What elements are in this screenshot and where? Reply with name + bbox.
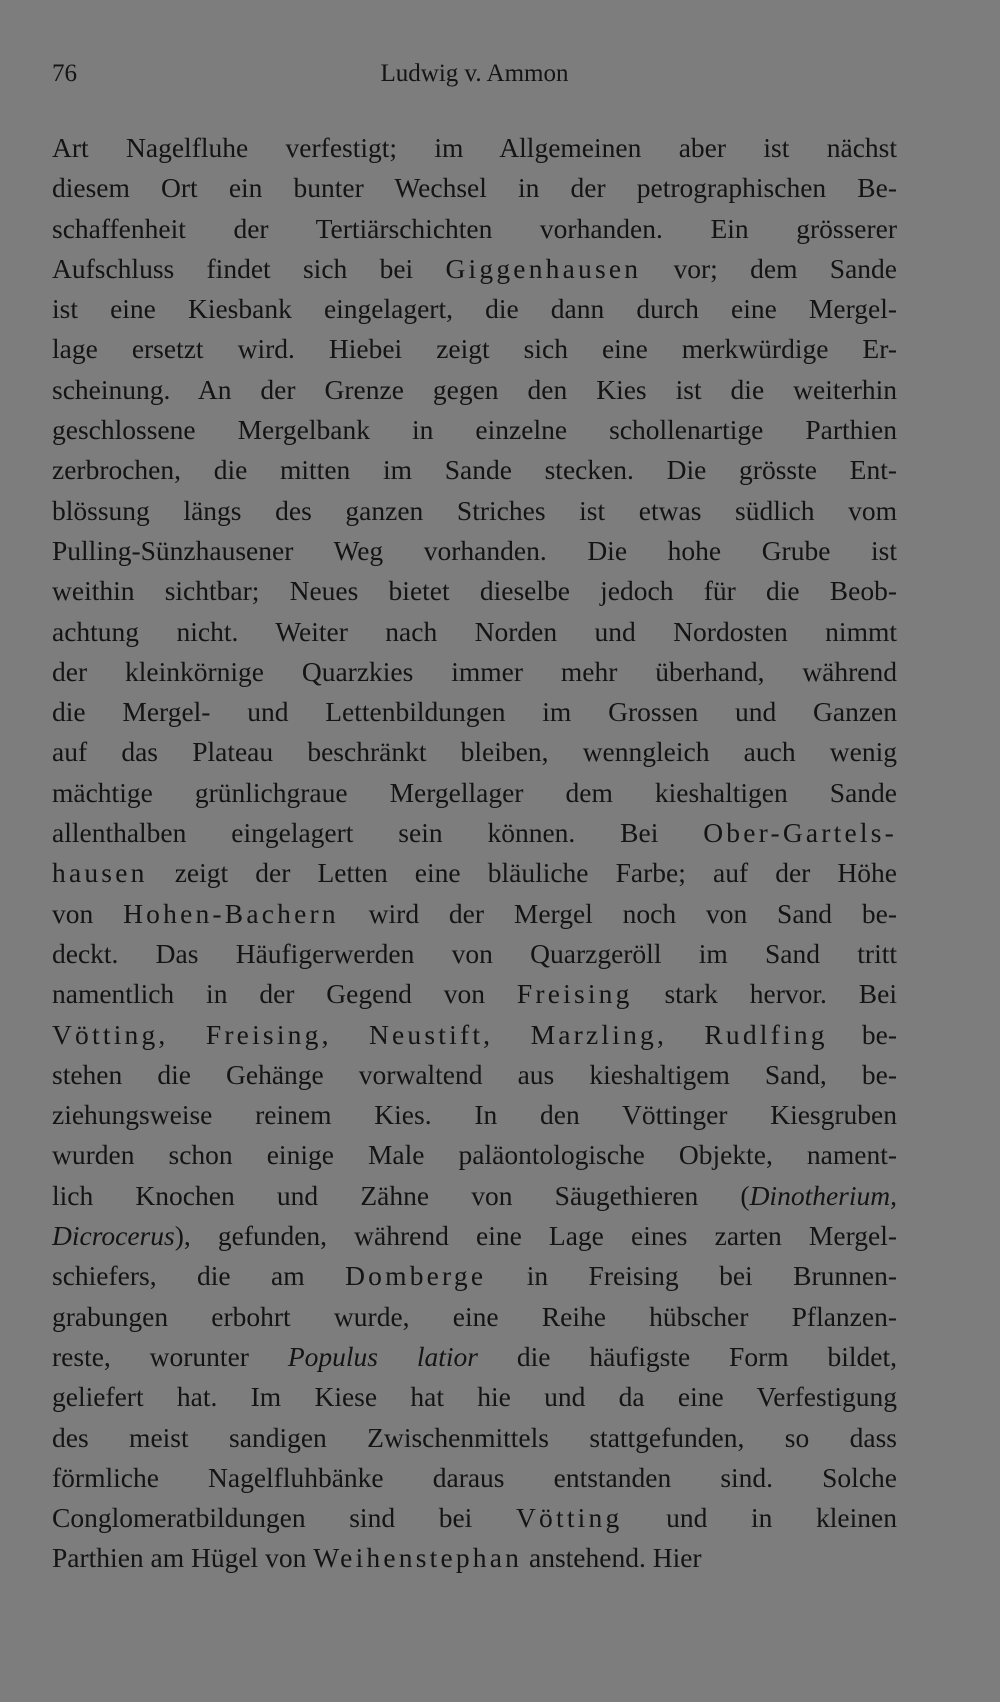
- text-run: namentlich in der Gegend von: [52, 978, 517, 1010]
- text-run: Art Nagelfluhe verfestigt; im Allgemeinen aber ist nächst: [52, 132, 897, 163]
- text-run: geschlossene Mergelbank in einzelne schollenartige Parthien: [52, 414, 897, 446]
- text-line: [52, 853, 897, 893]
- spaced-text-run: Freising: [516, 978, 633, 1010]
- text-run: auf das Plateau beschränkt bleiben, wenngleich auch wenig: [52, 736, 897, 768]
- text-run: ziehungsweise reinem Kies. In den Vöttinger Kiesgruben: [52, 1099, 897, 1131]
- text-line: [52, 450, 897, 490]
- text-line: [52, 652, 897, 692]
- page-header: [52, 60, 897, 100]
- body-text: [52, 128, 897, 1579]
- text-line: [52, 1418, 897, 1458]
- text-line: [52, 168, 897, 208]
- text-run: zerbrochen, die mitten im Sande stecken. Die grösste Ent-: [52, 454, 897, 486]
- text-line: [52, 209, 897, 249]
- text-run: förmliche Nagelfluhbänke daraus entstanden sind. Solche: [52, 1461, 897, 1493]
- text-run: Aufschluss findet sich bei: [52, 252, 446, 284]
- italic-text-run: Dinotherium,: [749, 1179, 897, 1211]
- text-line: [52, 934, 897, 974]
- text-run: achtung nicht. Weiter nach Norden und Nordosten nimmt: [52, 615, 897, 647]
- spaced-text-run: Giggenhausen: [445, 252, 642, 284]
- text-run: zeigt der Letten eine bläuliche Farbe; auf der Höhe: [147, 857, 897, 889]
- text-run: allenthalben eingelagert sein können. Bei: [52, 817, 704, 849]
- text-line: [52, 974, 897, 1014]
- text-run: Conglomeratbildungen sind bei: [52, 1502, 516, 1534]
- text-run: in Freising bei Brunnen-: [486, 1260, 897, 1292]
- text-line: [52, 1377, 897, 1417]
- text-run: vor; dem Sande: [641, 252, 897, 284]
- text-run: reste, worunter: [52, 1340, 288, 1372]
- spaced-text-run: Hohen-Bachern: [123, 897, 339, 929]
- text-line: [52, 732, 897, 772]
- text-line: [52, 571, 897, 611]
- text-run: schiefers, die am: [52, 1260, 346, 1292]
- text-line: [52, 1458, 897, 1498]
- text-line: [52, 531, 897, 571]
- running-head: Ludwig v. Ammon: [380, 60, 569, 87]
- text-run: be-: [827, 1018, 897, 1050]
- spaced-text-run: Vötting, Freising, Neustift, Marzling, Rudlfing: [52, 1018, 828, 1050]
- text-run: wurden schon einige Male paläontologische Objekte, nament-: [52, 1139, 897, 1171]
- text-run: stark hervor. Bei: [632, 978, 897, 1010]
- spaced-text-run: Domberge: [345, 1260, 487, 1292]
- text-line: [52, 329, 897, 369]
- spaced-text-run: Weihenstephan: [313, 1542, 523, 1574]
- text-run: lage ersetzt wird. Hiebei zeigt sich eine merkwürdige Er-: [52, 333, 897, 365]
- text-line: [52, 692, 897, 732]
- text-line: [52, 1297, 897, 1337]
- text-line: [52, 1498, 897, 1538]
- text-run: Parthien am Hügel von: [52, 1542, 314, 1574]
- text-run: geliefert hat. Im Kiese hat hie und da eine Verfestigung: [52, 1381, 897, 1413]
- text-line: [52, 894, 897, 934]
- text-line: [52, 1337, 897, 1377]
- text-line: [52, 1015, 897, 1055]
- text-line: [52, 773, 897, 813]
- text-line: [52, 1538, 897, 1578]
- text-line: [52, 249, 897, 289]
- text-run: scheinung. An der Grenze gegen den Kies ist die weiterhin: [52, 373, 897, 405]
- text-run: deckt. Das Häufigerwerden von Quarzgeröll im Sand tritt: [52, 937, 897, 969]
- text-line: [52, 410, 897, 450]
- text-run: mächtige grünlichgraue Mergellager dem kieshaltigen Sande: [52, 776, 897, 808]
- text-run: weithin sichtbar; Neues bietet dieselbe jedoch für die Beob-: [52, 575, 897, 607]
- text-line: [52, 370, 897, 410]
- text-run: des meist sandigen Zwischenmittels stattgefunden, so dass: [52, 1421, 897, 1453]
- text-run: grabungen erbohrt wurde, eine Reihe hübscher Pflanzen-: [52, 1300, 897, 1332]
- text-run: ), gefunden, während eine Lage eines zarten Mergel-: [174, 1220, 897, 1252]
- text-line: [52, 1256, 897, 1296]
- text-run: anstehend. Hier: [522, 1542, 702, 1574]
- text-run: die häufigste Form bildet,: [477, 1340, 898, 1372]
- text-run: diesem Ort ein bunter Wechsel in der petrographischen Be-: [52, 172, 897, 204]
- spaced-text-run: hausen: [52, 857, 148, 889]
- text-run: Pulling-Sünzhausener Weg vorhanden. Die hohe Grube ist: [52, 534, 897, 566]
- text-line: [52, 612, 897, 652]
- italic-text-run: Dicrocerus: [52, 1220, 175, 1252]
- text-run: stehen die Gehänge vorwaltend aus kieshaltigem Sand, be-: [52, 1058, 897, 1090]
- text-line: [52, 813, 897, 853]
- text-run: lich Knochen und Zähne von Säugethieren (: [52, 1179, 750, 1211]
- text-line: [52, 1055, 897, 1095]
- text-line: [52, 289, 897, 329]
- text-line: [52, 1216, 897, 1256]
- text-line: [52, 128, 897, 168]
- text-line: [52, 1135, 897, 1175]
- text-run: blössung längs des ganzen Striches ist etwas südlich vom: [52, 494, 897, 526]
- text-run: ist eine Kiesbank eingelagert, die dann durch eine Mergel-: [52, 293, 897, 325]
- text-run: wird der Mergel noch von Sand be-: [338, 897, 898, 929]
- text-run: die Mergel- und Lettenbildungen im Grossen und Ganzen: [52, 696, 897, 728]
- italic-text-run: Populus latior: [287, 1340, 478, 1372]
- text-run: und in kleinen: [622, 1502, 897, 1534]
- text-run: der kleinkörnige Quarzkies immer mehr überhand, während: [52, 655, 897, 687]
- text-run: von: [52, 897, 124, 929]
- text-line: [52, 1176, 897, 1216]
- text-run: schaffenheit der Tertiärschichten vorhanden. Ein grösserer: [52, 212, 897, 244]
- spaced-text-run: Ober-Gartels-: [703, 817, 897, 849]
- page-number: 76: [52, 60, 77, 87]
- spaced-text-run: Vötting: [515, 1502, 623, 1534]
- text-line: [52, 491, 897, 531]
- text-line: [52, 1095, 897, 1135]
